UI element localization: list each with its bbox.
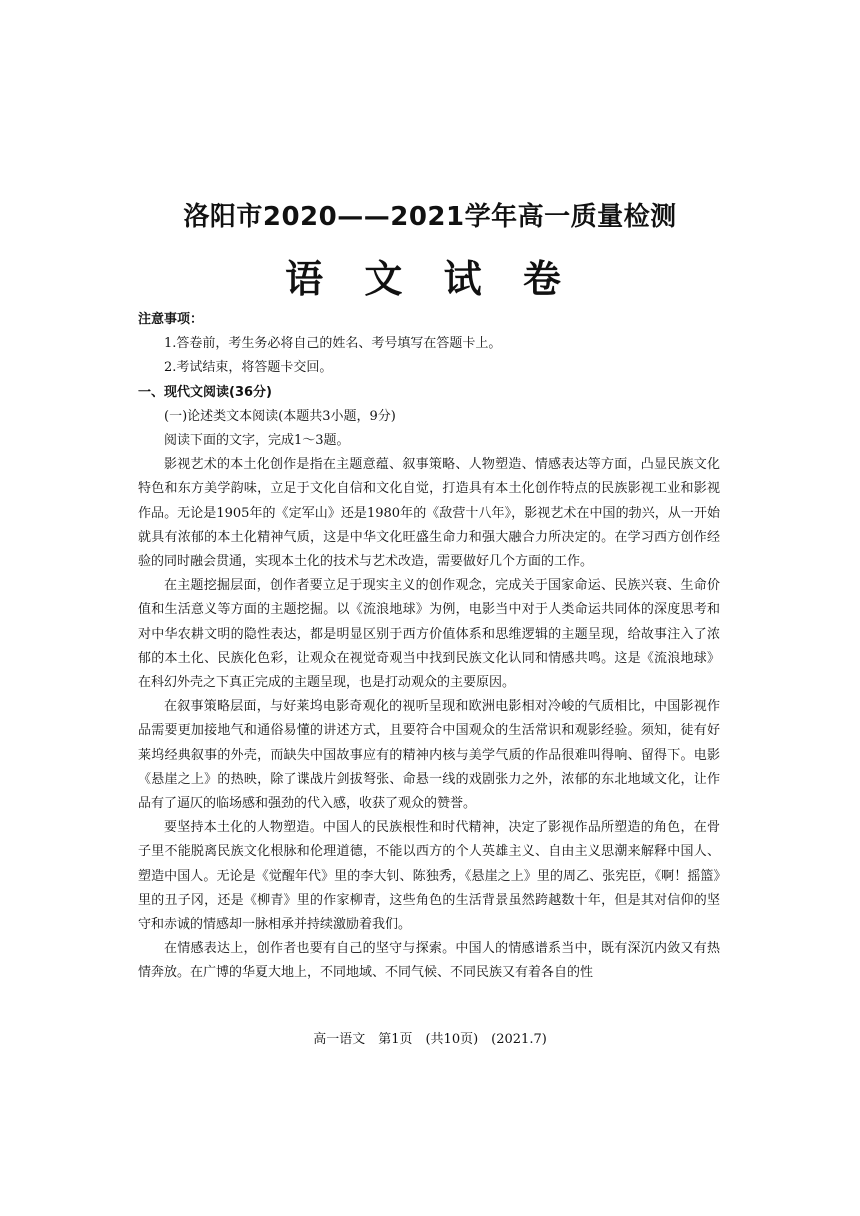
article-paragraph-2: 在主题挖掘层面，创作者要立足于现实主义的创作观念，完成关于国家命运、民族兴衰、生命价值和生活意义等方面的主题挖掘。以《流浪地球》为例，电影当中对于人类命运共同体的深度思考和对中华农耕文明的隐性表达，都是明显区别于西方价值体系和思维逻辑的主题呈现，给故事注入了浓郁的本土化、民族化色彩，让观众在视觉奇观当中找到民族文化认同和情感共鸣。这是《流浪地球》在科幻外壳之下真正完成的主题呈现，也是打动观众的主要原因。 [138,578,720,691]
article-paragraph-3: 在叙事策略层面，与好莱坞电影奇观化的视听呈现和欧洲电影相对冷峻的气质相比，中国影视作品需要更加接地气和通俗易懂的讲述方式，且要符合中国观众的生活常识和观影经验。须知，徒有好莱坞经典叙事的外壳，而缺失中国故事应有的精神内核与美学气质的作品很难叫得响、留得下。电影《悬崖之上》的热映，除了谍战片剑拔弩张、命悬一线的戏剧张力之外，浓郁的东北地域文化，让作品有了逼仄的临场感和强劲的代入感，收获了观众的赞誉。 [138,699,720,812]
page-content [138,308,720,986]
page-footer: 高一语文 第1页 (共10页) (2021.7) [313,1032,547,1047]
article-paragraph-1: 影视艺术的本土化创作是指在主题意蕴、叙事策略、人物塑造、情感表达等方面，凸显民族文化特色和东方美学韵味，立足于文化自信和文化自觉，打造具有本土化创作特点的民族影视工业和影视作品。无论是1905年的《定军山》还是1980年的《敌营十八年》，影视艺术在中国的勃兴，从一开始就具有浓郁的本土化精神气质，这是中华文化旺盛生命力和强大融合力所决定的。在学习西方创作经验的同时融会贯通，实现本土化的技术与艺术改造，需要做好几个方面的工作。 [138,457,720,570]
notice-item-2: 2.考试结束，将答题卡交回。 [164,360,333,376]
sub-section-heading: (一)论述类文本阅读(本题共3小题，9分) [164,408,396,424]
section-heading: 一、现代文阅读(36分) [138,384,272,400]
article-paragraph-4: 要坚持本土化的人物塑造。中国人的民族根性和时代精神，决定了影视作品所塑造的角色，在骨子里不能脱离民族文化根脉和伦理道德，不能以西方的个人英雄主义、自由主义思潮来解释中国人、塑造中国人。无论是《觉醒年代》里的李大钊、陈独秀，《悬崖之上》里的周乙、张宪臣，《啊！摇篮》里的丑子冈，还是《柳青》里的作家柳青，这些角色的生活背景虽然跨越数十年，但是其对信仰的坚守和赤诚的情感却一脉相承并持续激励着我们。 [138,820,720,933]
exam-title: 洛阳市2020——2021学年高一质量检测 [183,202,677,232]
article-paragraph-5: 在情感表达上，创作者也要有自己的坚守与探索。中国人的情感谱系当中，既有深沉内敛又有热情奔放。在广博的华夏大地上，不同地域、不同气候、不同民族又有着各自的性 [138,941,720,981]
notice-item-1: 1.答卷前，考生务必将自己的姓名、考号填写在答题卡上。 [164,336,502,352]
subject-title: 语 文 试 卷 [285,256,575,301]
reading-instruction: 阅读下面的文字，完成1～3题。 [164,433,350,449]
notice-heading: 注意事项： [138,312,204,327]
